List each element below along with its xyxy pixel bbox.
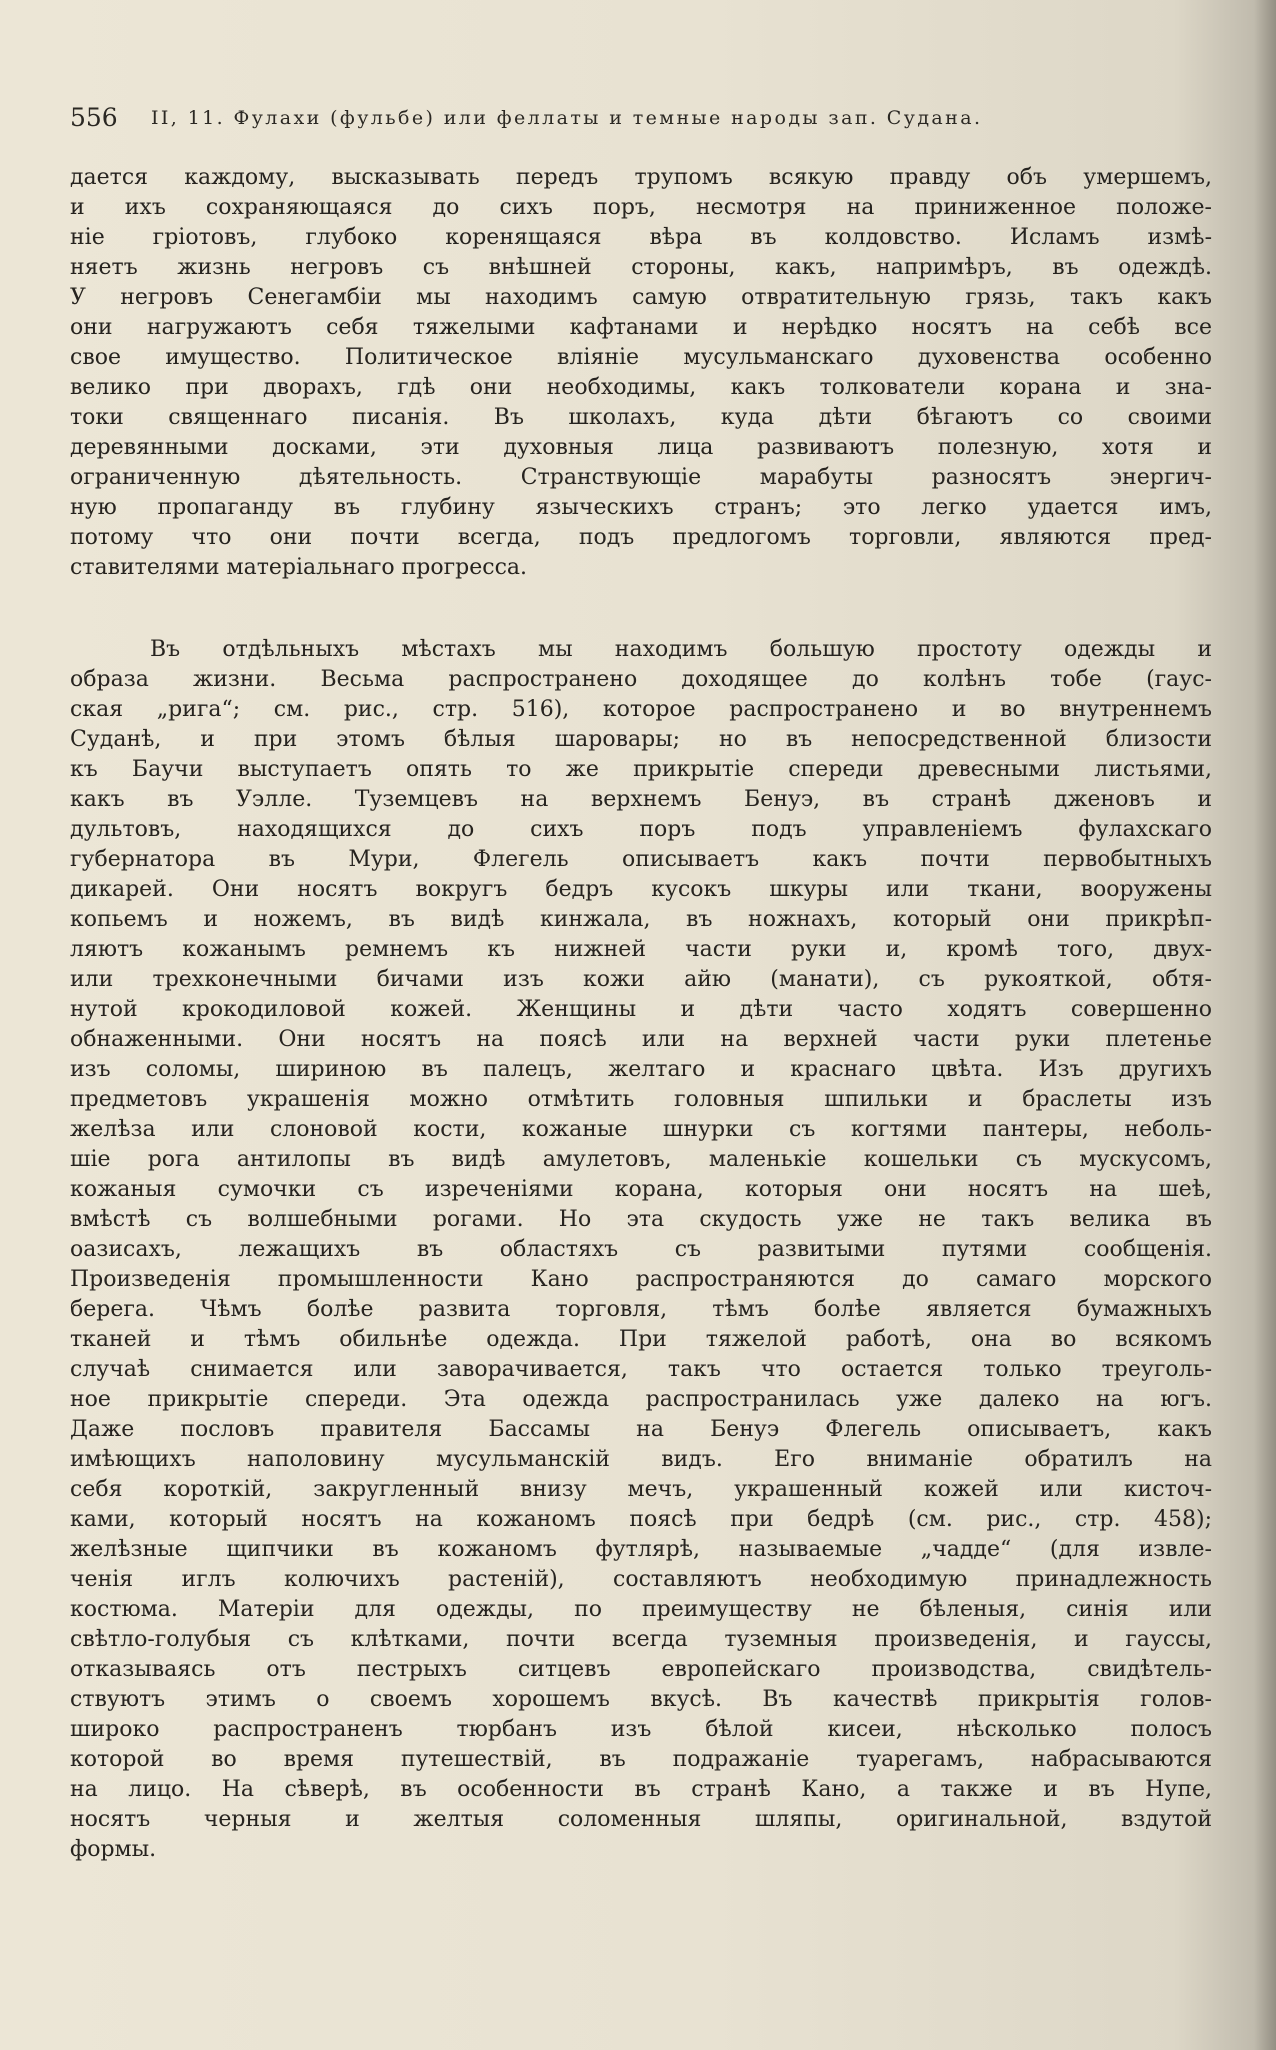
text-line: изъ соломы, шириною въ палецъ, желтаго и краснаго цвѣта. Изъ другихъ bbox=[70, 1057, 1212, 1082]
text-line: деревянными досками, эти духовныя лица развиваютъ полезную, хотя и bbox=[70, 435, 1212, 460]
text-line: или трехконечными бичами изъ кожи айю (манати), съ рукояткой, обтя- bbox=[70, 967, 1212, 992]
text-line: и ихъ сохраняющаяся до сихъ поръ, несмотря на приниженное положе- bbox=[70, 195, 1212, 220]
text-line: какъ въ Уэлле. Туземцевъ на верхнемъ Бенуэ, въ странѣ дженовъ и bbox=[70, 787, 1212, 812]
paragraph-2 bbox=[70, 635, 1212, 1865]
text-line: дается каждому, высказывать передъ трупомъ всякую правду объ умершемъ, bbox=[70, 165, 1212, 190]
text-line: они нагружаютъ себя тяжелыми кафтанами и нерѣдко носятъ на себѣ все bbox=[70, 315, 1212, 340]
text-line: ствуютъ этимъ о своемъ хорошемъ вкусѣ. Въ качествѣ прикрытiя голов- bbox=[70, 1687, 1212, 1712]
text-line: обнаженными. Они носятъ на поясѣ или на верхней части руки плетенье bbox=[70, 1027, 1212, 1052]
text-line: ками, который носятъ на кожаномъ поясѣ при бедрѣ (см. рис., стр. 458); bbox=[70, 1507, 1212, 1532]
text-line: У негровъ Сенегамбiи мы находимъ самую отвратительную грязь, такъ какъ bbox=[70, 285, 1212, 310]
text-line: губернатора въ Мури, Флегель описываетъ какъ почти первобытныхъ bbox=[70, 847, 1212, 872]
text-line: имѣющихъ наполовину мусульманскiй видъ. Его вниманiе обратилъ на bbox=[70, 1447, 1212, 1472]
text-line: няетъ жизнь негровъ съ внѣшней стороны, какъ, напримѣръ, въ одеждѣ. bbox=[70, 255, 1212, 280]
text-line: копьемъ и ножемъ, въ видѣ кинжала, въ ножнахъ, который они прикрѣп- bbox=[70, 907, 1212, 932]
text-line: тканей и тѣмъ обильнѣе одежда. При тяжелой работѣ, она во всякомъ bbox=[70, 1327, 1212, 1352]
text-line: кожаныя сумочки съ изреченiями корана, которыя они носятъ на шеѣ, bbox=[70, 1177, 1212, 1202]
running-head: II, 11. Фулахи (фульбе) или феллаты и темные народы зап. Судана. bbox=[151, 107, 983, 129]
page-header bbox=[70, 104, 1210, 132]
text-line: ляютъ кожанымъ ремнемъ къ нижней части руки и, кромѣ того, двух- bbox=[70, 937, 1212, 962]
text-line: носятъ черныя и желтыя соломенныя шляпы, оригинальной, вздутой bbox=[70, 1807, 1212, 1832]
text-line: образа жизни. Весьма распространено доходящее до колѣнъ тобе (гаус- bbox=[70, 667, 1212, 692]
text-line: костюма. Матерiи для одежды, по преимуществу не бѣленыя, синiя или bbox=[70, 1597, 1212, 1622]
text-line: нутой крокодиловой кожей. Женщины и дѣти часто ходятъ совершенно bbox=[70, 997, 1212, 1022]
text-line: дультовъ, находящихся до сихъ поръ подъ управленiемъ фулахскаго bbox=[70, 817, 1212, 842]
text-line: себя короткiй, закругленный внизу мечъ, украшенный кожей или кисточ- bbox=[70, 1477, 1212, 1502]
page-number: 556 bbox=[70, 103, 118, 132]
text-line: свое имущество. Политическое влiянiе мусульманскаго духовенства особенно bbox=[70, 345, 1212, 370]
text-line: дикарей. Они носятъ вокругъ бедръ кусокъ шкуры или ткани, вооружены bbox=[70, 877, 1212, 902]
text-line: вмѣстѣ съ волшебными рогами. Но эта скудость уже не такъ велика въ bbox=[70, 1207, 1212, 1232]
text-line: оазисахъ, лежащихъ въ областяхъ съ развитыми путями сообщенiя. bbox=[70, 1237, 1212, 1262]
text-line: желѣзные щипчики въ кожаномъ футлярѣ, называемые „чадде“ (для извле- bbox=[70, 1537, 1212, 1562]
text-line: Произведенiя промышленности Кано распространяются до самаго морского bbox=[70, 1267, 1212, 1292]
text-line: Въ отдѣльныхъ мѣстахъ мы находимъ большую простоту одежды и bbox=[150, 637, 1212, 662]
text-line: потому что они почти всегда, подъ предлогомъ торговли, являются пред- bbox=[70, 525, 1212, 550]
text-line: случаѣ снимается или заворачивается, такъ что остается только треуголь- bbox=[70, 1357, 1212, 1382]
text-line: берега. Чѣмъ болѣе развита торговля, тѣмъ болѣе является бумажныхъ bbox=[70, 1297, 1212, 1322]
text-line: свѣтло-голубыя съ клѣтками, почти всегда туземныя произведенiя, и гауссы, bbox=[70, 1627, 1212, 1652]
text-line: велико при дворахъ, гдѣ они необходимы, какъ толкователи корана и зна- bbox=[70, 375, 1212, 400]
text-line: предметовъ украшенiя можно отмѣтить головныя шпильки и браслеты изъ bbox=[70, 1087, 1212, 1112]
text-line: желѣза или слоновой кости, кожаные шнурки съ когтями пантеры, неболь- bbox=[70, 1117, 1212, 1142]
text-line: ограниченную дѣятельность. Странствующiе марабуты разносятъ энергич- bbox=[70, 465, 1212, 490]
text-line: шiе рога антилопы въ видѣ амулетовъ, маленькiе кошельки съ мускусомъ, bbox=[70, 1147, 1212, 1172]
text-line: ное прикрытiе спереди. Эта одежда распространилась уже далеко на югъ. bbox=[70, 1387, 1212, 1412]
text-line: нiе грiотовъ, глубоко коренящаяся вѣра въ колдовство. Исламъ измѣ- bbox=[70, 225, 1212, 250]
text-line: Суданѣ, и при этомъ бѣлыя шаровары; но въ непосредственной близости bbox=[70, 727, 1212, 752]
text-line: отказываясь отъ пестрыхъ ситцевъ европейскаго производства, свидѣтель- bbox=[70, 1657, 1212, 1682]
text-line: ставителями матерiальнаго прогресса. bbox=[70, 555, 527, 580]
text-line: которой во время путешествiй, въ подражанiе туарегамъ, набрасываются bbox=[70, 1747, 1212, 1772]
text-line: ская „рига“; см. рис., стр. 516), которое распространено и во внутреннемъ bbox=[70, 697, 1212, 722]
text-line: на лицо. На сѣверѣ, въ особенности въ странѣ Кано, а также и въ Нупе, bbox=[70, 1777, 1212, 1802]
text-line: токи священнаго писанiя. Въ школахъ, куда дѣти бѣгаютъ со своими bbox=[70, 405, 1212, 430]
text-line: широко распространенъ тюрбанъ изъ бѣлой кисеи, нѣсколько полосъ bbox=[70, 1717, 1212, 1742]
text-line: ную пропаганду въ глубину языческихъ странъ; это легко удается имъ, bbox=[70, 495, 1212, 520]
paragraph-1 bbox=[70, 163, 1212, 583]
binding-shadow bbox=[1254, 0, 1276, 2050]
text-line: къ Баучи выступаетъ опять то же прикрытiе спереди древесными листьями, bbox=[70, 757, 1212, 782]
text-line: ченiя иглъ колючихъ растенiй), составляютъ необходимую принадлежность bbox=[70, 1567, 1212, 1592]
text-line: Даже пословъ правителя Бассамы на Бенуэ Флегель описываетъ, какъ bbox=[70, 1417, 1212, 1442]
text-line: формы. bbox=[70, 1837, 157, 1862]
